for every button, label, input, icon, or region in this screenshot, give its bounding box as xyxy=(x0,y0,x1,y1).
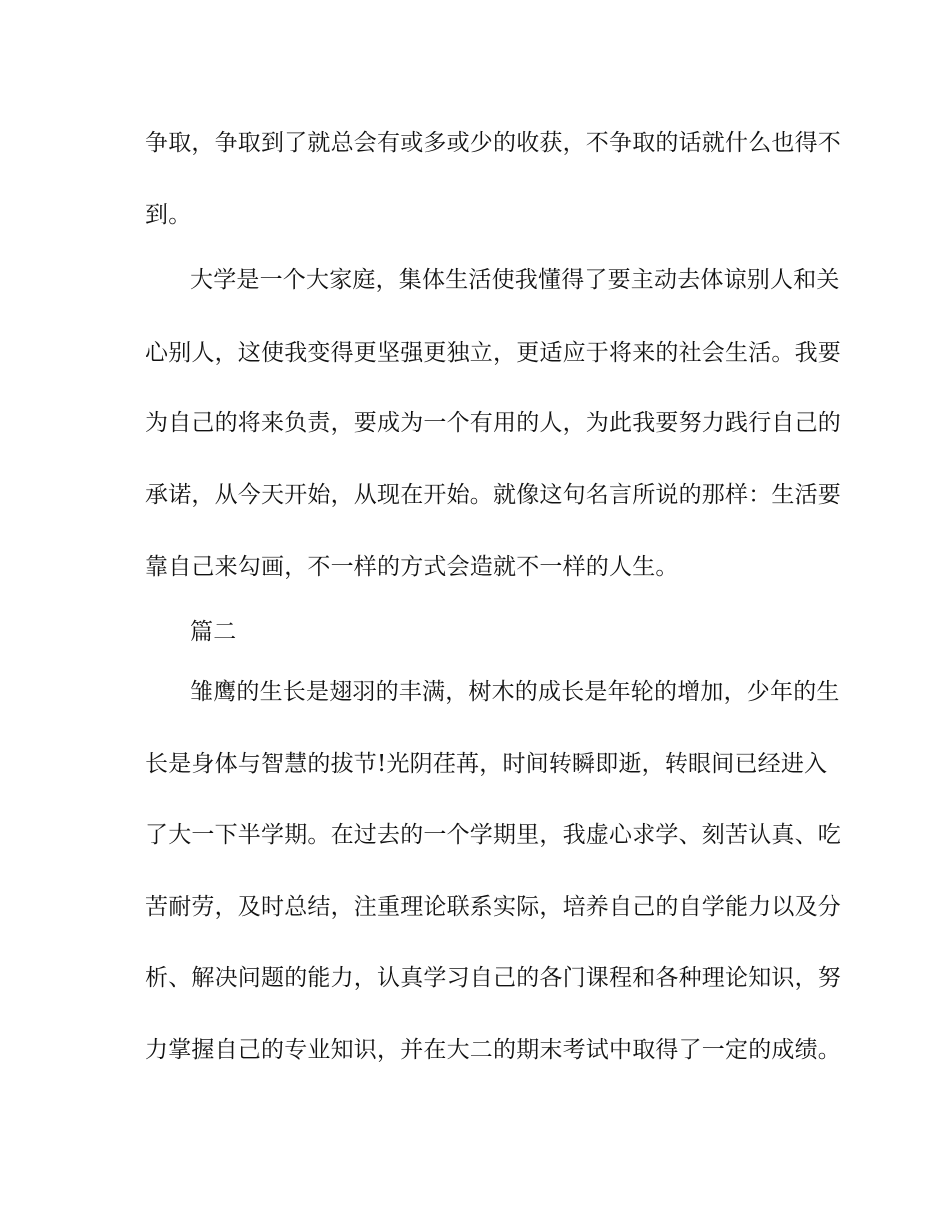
text-line-6: 承诺，从今天开始，从现在开始。就像这句名言所说的那样：生活要 xyxy=(145,482,841,508)
text-line-10: 长是身体与智慧的拔节!光阴荏苒，时间转瞬即逝，转眼间已经进入 xyxy=(145,751,828,777)
text-line-7: 靠自己来勾画，不一样的方式会造就不一样的人生。 xyxy=(145,554,679,580)
text-line-11: 了大一下半学期。在过去的一个学期里，我虚心求学、刻苦认真、吃 xyxy=(145,822,841,848)
text-line-5: 为自己的将来负责，要成为一个有用的人，为此我要努力践行自己的 xyxy=(145,410,841,436)
text-line-14: 力掌握自己的专业知识，并在大二的期末考试中取得了一定的成绩。 xyxy=(145,1037,841,1063)
text-line-4: 心别人，这使我变得更坚强更独立，更适应于将来的社会生活。我要 xyxy=(145,340,841,366)
text-line-12: 苦耐劳，及时总结，注重理论联系实际，培养自己的自学能力以及分 xyxy=(145,894,841,920)
paragraph-start-line: 雏鹰的生长是翅羽的丰满，树木的成长是年轮的增加，少年的生 xyxy=(190,679,840,705)
paragraph-start-line: 大学是一个大家庭，集体生活使我懂得了要主动去体谅别人和关 xyxy=(190,267,840,293)
text-line-1: 争取，争取到了就总会有或多或少的收获，不争取的话就什么也得不 xyxy=(145,130,841,156)
text-line-13: 析、解决问题的能力，认真学习自己的各门课程和各种理论知识，努 xyxy=(145,965,841,991)
text-line-2: 到。 xyxy=(145,202,192,228)
section-heading: 篇二 xyxy=(190,619,237,645)
